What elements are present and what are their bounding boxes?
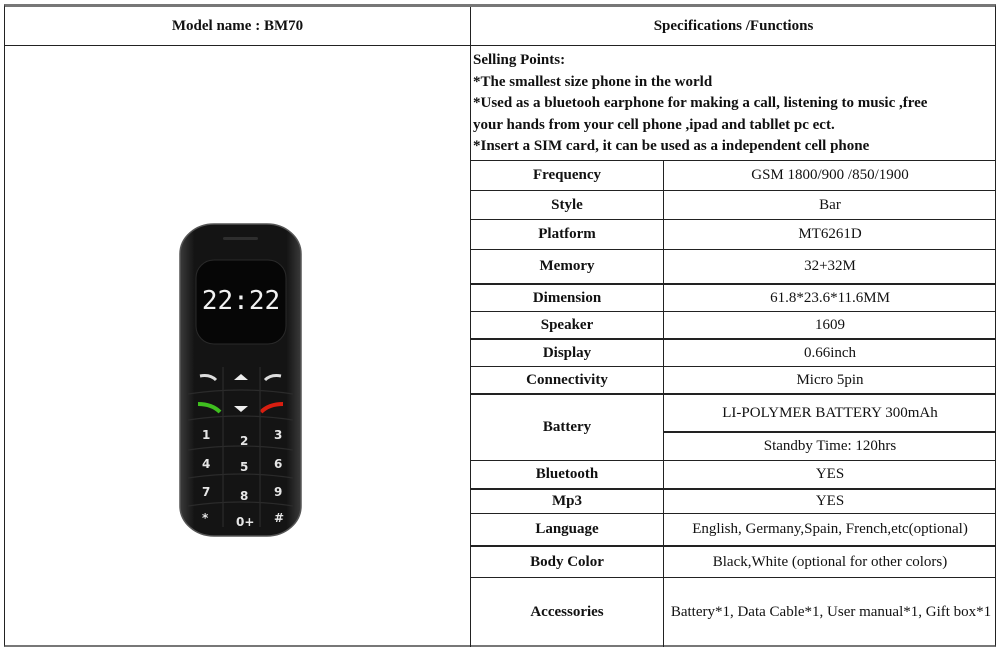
spec-value-language: English, Germany,Spain, French,etc(optional) — [692, 521, 968, 537]
spec-label-style: Style — [551, 196, 583, 213]
spec-label-display: Display — [542, 344, 592, 361]
svg-text:4: 4 — [202, 457, 211, 471]
spec-value-mp3: YES — [815, 493, 845, 509]
svg-text:#: # — [274, 511, 285, 525]
spec-value-standby: Standby Time: 120hrs — [763, 438, 897, 454]
svg-text:0+: 0+ — [236, 515, 255, 529]
phone-image — [178, 222, 303, 538]
spec-value-bluetooth: YES — [815, 466, 845, 482]
spec-value-speaker: 1609 — [815, 316, 845, 333]
model-name-header — [5, 7, 470, 45]
spec-value-display: 0.66inch — [803, 344, 857, 361]
model-name-text: Model name : BM70 — [171, 17, 304, 34]
svg-text:3: 3 — [274, 428, 283, 442]
svg-text:1: 1 — [202, 428, 211, 442]
phone-illustration — [178, 222, 303, 538]
spec-label-memory: Memory — [539, 258, 595, 274]
divider — [5, 45, 996, 46]
svg-text:8: 8 — [240, 489, 249, 503]
phone-screen-time: 22:22 — [201, 286, 281, 316]
spec-label-body-color: Body Color — [530, 553, 604, 570]
svg-text:7: 7 — [202, 485, 211, 499]
spec-value-accessories: Battery*1, Data Cable*1, User manual*1, Gift box*1 — [670, 604, 992, 620]
spec-value-memory: 32+32M — [804, 258, 856, 274]
spec-value-connectivity: Micro 5pin — [796, 371, 864, 388]
selling-points-title: Selling Points: — [473, 52, 566, 68]
selling-point-line: *Insert a SIM card, it can be used as a independent cell phone — [473, 138, 870, 154]
svg-text:2: 2 — [240, 434, 249, 448]
selling-points — [473, 50, 993, 158]
spec-label-frequency: Frequency — [532, 167, 602, 183]
selling-point-line: *Used as a bluetooh earphone for making a call, listening to music ,free — [473, 95, 928, 111]
selling-point-line: *The smallest size phone in the world — [473, 73, 713, 90]
spec-value-style: Bar — [819, 196, 841, 213]
spec-value-frequency: GSM 1800/900 /850/1900 — [751, 167, 909, 183]
spec-value-battery: LI-POLYMER BATTERY 300mAh — [722, 404, 938, 421]
svg-text:9: 9 — [274, 485, 283, 499]
spec-label-speaker: Speaker — [540, 316, 594, 333]
svg-text:6: 6 — [274, 457, 283, 471]
selling-point-line: your hands from your cell phone ,ipad and tabllet pc ect. — [473, 116, 835, 133]
spec-label-mp3: Mp3 — [552, 493, 582, 509]
spec-label-platform: Platform — [538, 226, 596, 242]
specifications-header — [471, 7, 996, 45]
spec-label-accessories: Accessories — [530, 604, 604, 620]
spec-value-platform: MT6261D — [798, 226, 862, 242]
svg-text:5: 5 — [240, 460, 249, 474]
spec-value-dimension: 61.8*23.6*11.6MM — [770, 289, 890, 306]
spec-label-language: Language — [535, 521, 599, 537]
spec-label-dimension: Dimension — [532, 289, 602, 306]
svg-text:*: * — [202, 511, 209, 525]
spec-label-connectivity: Connectivity — [526, 371, 608, 388]
spec-value-body-color: Black,White (optional for other colors) — [712, 553, 948, 570]
specifications-header-text: Specifications /Functions — [653, 17, 814, 34]
spec-label-bluetooth: Bluetooth — [535, 466, 599, 482]
spec-label-battery: Battery — [542, 419, 592, 435]
